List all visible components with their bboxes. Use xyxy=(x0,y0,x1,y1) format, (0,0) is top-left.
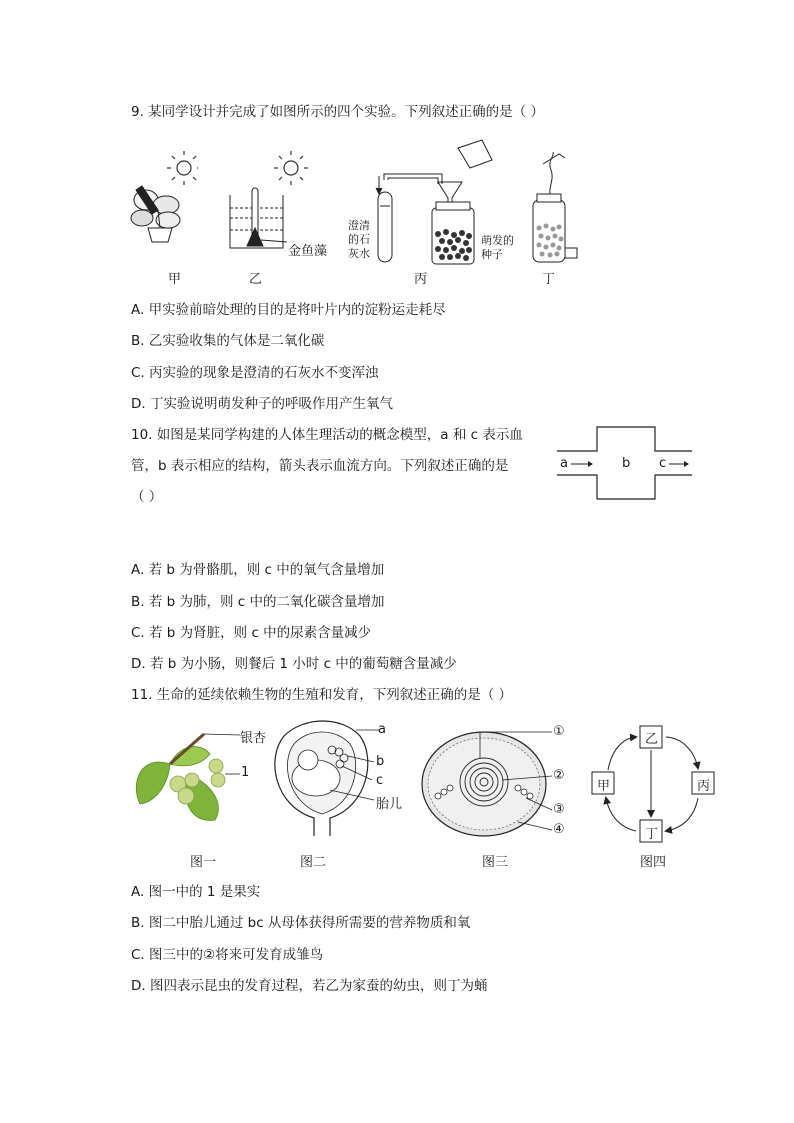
test-tube-icon xyxy=(378,192,392,262)
label-seeds-1: 萌发的 xyxy=(481,234,514,247)
experiment-ding-figure xyxy=(525,150,590,265)
beaker-icon xyxy=(230,188,287,248)
label-fig3-n2: ② xyxy=(553,768,565,783)
label-seeds-2: 种子 xyxy=(481,248,503,261)
q10-option-a: A. 若 b 为骨骼肌，则 c 中的氧气含量增加 xyxy=(131,562,385,578)
diagram-label-a: a xyxy=(560,456,568,471)
q10-stem-line-3: （ ） xyxy=(131,489,163,505)
q11-stem: 11. 生命的延续依赖生物的生殖和发育，下列叙述正确的是（ ） xyxy=(131,687,513,703)
q9-option-c: C. 丙实验的现象是澄清的石灰水不变浑浊 xyxy=(131,365,379,381)
label-limewater-3: 灰水 xyxy=(348,247,370,260)
label-limewater-1: 澄清 xyxy=(348,219,370,232)
label-ginkgo: 银杏 xyxy=(240,731,267,746)
q10-stem-line-2: 管，b 表示相应的结构，箭头表示血流方向。下列叙述正确的是 xyxy=(131,458,509,474)
q9-option-d: D. 丁实验说明萌发种子的呼吸作用产生氧气 xyxy=(131,396,393,412)
diagram-label-b: b xyxy=(622,456,631,471)
caption-fig3: 图三 xyxy=(482,855,509,870)
q11-option-c: C. 图三中的②将来可发育成雏鸟 xyxy=(131,947,324,963)
q10-stem-line-1: 10. 如图是某同学构建的人体生理活动的概念模型，a 和 c 表示血 xyxy=(131,427,523,443)
q9-option-a: A. 甲实验前暗处理的目的是将叶片内的淀粉运走耗尽 xyxy=(131,302,446,318)
bottle-icon xyxy=(533,200,565,262)
cap-icon xyxy=(565,248,577,258)
q9-stem: 9. 某同学设计并完成了如图所示的四个实验。下列叙述正确的是（ ） xyxy=(131,104,544,120)
bird-egg-figure xyxy=(414,722,574,840)
label-fig1-num: 1 xyxy=(241,765,250,780)
label-fetus: 胎儿 xyxy=(376,797,403,812)
label-fig2-a: a xyxy=(378,722,386,737)
potted-plant-icon xyxy=(131,186,180,242)
caption-fig2: 图二 xyxy=(300,855,327,870)
label-goldfish-weed: 金鱼藻 xyxy=(288,244,328,259)
experiment-yi-figure xyxy=(225,150,335,250)
label-fig3-n1: ① xyxy=(553,724,565,739)
label-bing: 丙 xyxy=(414,272,428,287)
q10-option-d: D. 若 b 为小肠，则餐后 1 小时 c 中的葡萄糖含量减少 xyxy=(131,656,457,672)
pouring-beaker-icon xyxy=(458,140,492,168)
label-limewater-2: 的石 xyxy=(348,233,370,246)
label-fig3-n4: ④ xyxy=(553,822,565,837)
label-yi: 乙 xyxy=(249,272,263,287)
cycle-node-yi: 乙 xyxy=(645,732,659,747)
label-fig2-c: c xyxy=(376,773,384,788)
label-fig3-n3: ③ xyxy=(553,802,565,817)
uterus-fetus-figure xyxy=(264,718,384,843)
sun-icon xyxy=(274,151,308,185)
ginkgo-figure xyxy=(130,724,240,834)
caption-fig4: 图四 xyxy=(640,855,667,870)
q9-option-b: B. 乙实验收集的气体是二氧化碳 xyxy=(131,333,325,349)
cycle-node-bing: 丙 xyxy=(697,779,711,794)
label-jia: 甲 xyxy=(168,272,182,287)
cycle-node-jia: 甲 xyxy=(597,779,611,794)
experiment-jia-figure xyxy=(128,150,198,245)
label-ding: 丁 xyxy=(542,272,556,287)
caption-fig1: 图一 xyxy=(190,855,217,870)
q11-option-b: B. 图二中胎儿通过 bc 从母体获得所需要的营养物质和氧 xyxy=(131,915,471,931)
q11-option-a: A. 图一中的 1 是果实 xyxy=(131,884,261,900)
label-fig2-b: b xyxy=(376,754,385,769)
cycle-node-ding: 丁 xyxy=(645,827,659,842)
diagram-label-c: c xyxy=(659,456,667,471)
q11-option-d: D. 图四表示昆虫的发育过程，若乙为家蚕的幼虫，则丁为蛹 xyxy=(131,978,488,994)
q10-option-c: C. 若 b 为肾脏，则 c 中的尿素含量减少 xyxy=(131,625,372,641)
sun-icon xyxy=(167,151,198,185)
q10-option-b: B. 若 b 为肺，则 c 中的二氧化碳含量增加 xyxy=(131,594,385,610)
